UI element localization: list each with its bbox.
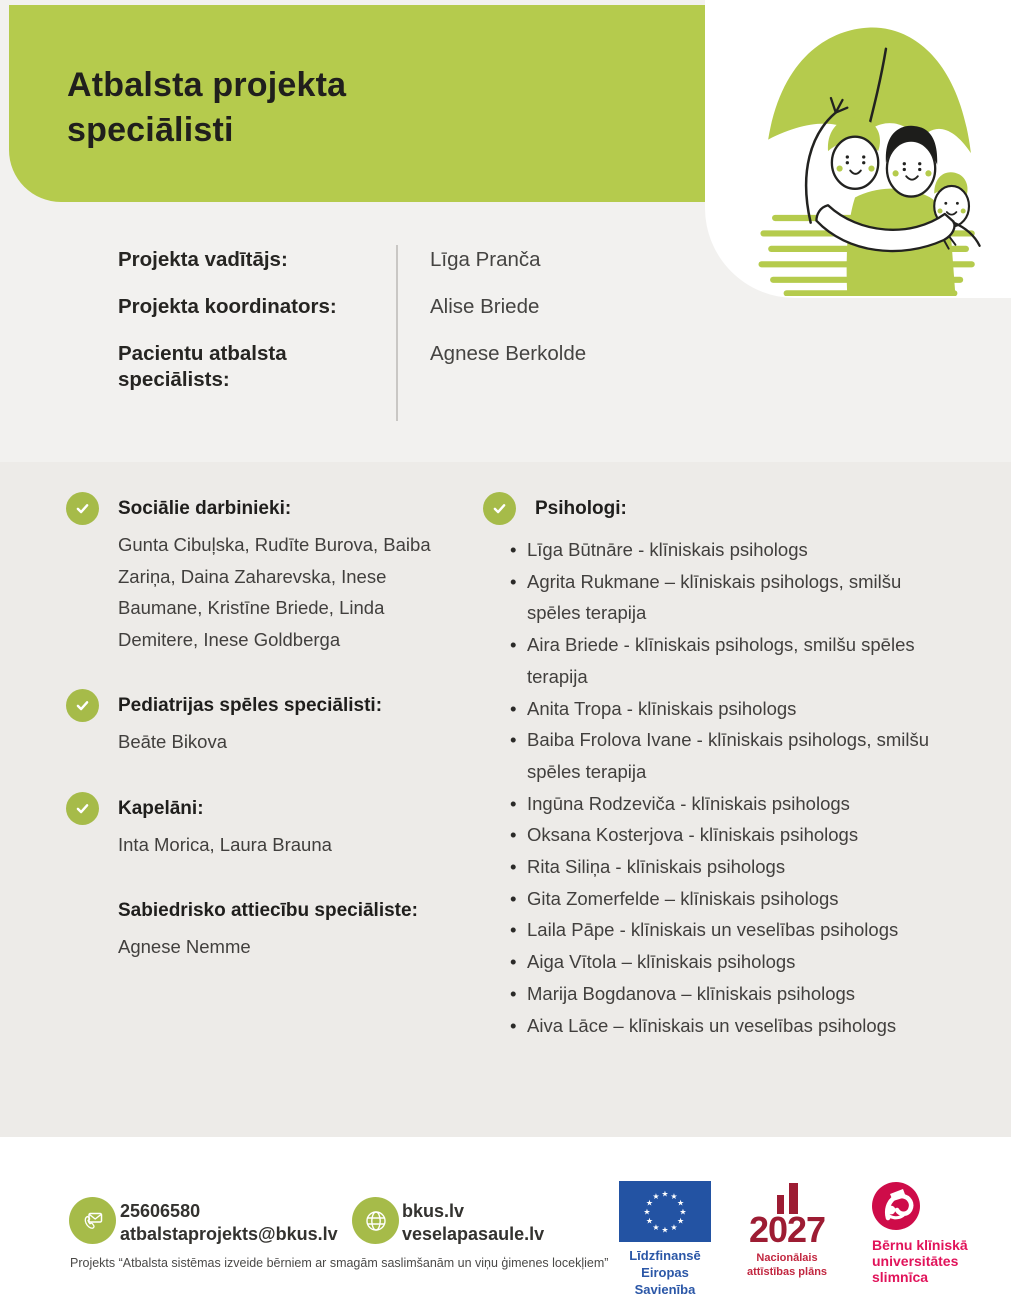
- svg-text:★: ★: [645, 1198, 653, 1208]
- nap-year: 2027: [748, 1209, 826, 1250]
- nap-2027-logo: [742, 1183, 832, 1280]
- svg-text:★: ★: [652, 1191, 660, 1201]
- bullet-icon: •: [510, 887, 517, 909]
- specialists-right-column: [483, 492, 961, 1041]
- bullet-icon: •: [510, 570, 517, 592]
- bullet-icon: •: [510, 729, 517, 751]
- lead-value: Agnese Berkolde: [430, 342, 587, 365]
- mother-child-icon: [872, 1182, 920, 1230]
- block-heading: Psihologi:: [535, 498, 627, 519]
- block-heading: Kapelāni:: [118, 797, 204, 819]
- list-item: • Laila Pāpe - klīniskais un veselības psihologs: [510, 914, 961, 946]
- project-note: Projekts “Atbalsta sistēmas izveide bērniem ar smagām saslimšanām un viņu ģimenes locekļiem”: [70, 1256, 609, 1270]
- list-item: • Aiga Vītola – klīniskais psihologs: [510, 946, 961, 978]
- lead-label: Projekta vadītājs:: [118, 248, 288, 271]
- list-item: • Ingūna Rodzeviča - klīniskais psihologs: [510, 788, 961, 820]
- contact-phone-email: [120, 1200, 338, 1246]
- check-icon: [483, 492, 516, 525]
- eu-cofunding-logo: [618, 1181, 712, 1299]
- website-veselapasaule: veselapasaule.lv: [402, 1224, 545, 1244]
- specialist-block: [66, 792, 471, 861]
- list-item: • Oksana Kosterjova - klīniskais psihologs: [510, 819, 961, 851]
- list-item: • Rita Siliņa - klīniskais psihologs: [510, 851, 961, 883]
- bullet-icon: •: [510, 539, 517, 560]
- specialists-left-column: [66, 492, 471, 963]
- lead-row: [118, 247, 718, 273]
- project-leads-section: [118, 247, 718, 414]
- vertical-divider: [396, 245, 398, 421]
- icon-spacer: [66, 894, 99, 963]
- illustration-panel: [705, 0, 1011, 298]
- svg-text:★: ★: [643, 1207, 651, 1217]
- lead-row: [118, 341, 718, 393]
- bullet-icon: •: [510, 634, 517, 656]
- list-item: • Baiba Frolova Ivane - klīniskais psihologs, smilšu spēles terapija: [510, 724, 961, 787]
- svg-text:★: ★: [677, 1216, 685, 1226]
- check-icon: [66, 492, 99, 525]
- specialist-block: [66, 689, 471, 758]
- svg-text:★: ★: [645, 1216, 653, 1226]
- block-heading: Pediatrijas spēles speciālisti:: [118, 695, 383, 716]
- list-item: • Līga Būtnāre - klīniskais psihologs: [510, 534, 961, 566]
- specialist-block: [66, 492, 471, 655]
- psychologists-header: [483, 492, 961, 525]
- phone-mail-icon: [69, 1197, 116, 1244]
- bullet-icon: •: [510, 697, 517, 719]
- block-text: Gunta Cibuļska, Rudīte Burova, Baiba Zariņa, Daina Zaharevska, Inese Baumane, Kristīne Briede, Linda Demitere, Inese Goldberga: [118, 534, 431, 650]
- top-band: [0, 0, 1011, 462]
- globe-icon: [352, 1197, 399, 1244]
- svg-text:★: ★: [677, 1198, 685, 1208]
- specialist-block: [66, 894, 471, 963]
- eu-flag: [619, 1181, 711, 1242]
- bullet-icon: •: [510, 982, 517, 1004]
- lead-row: [118, 294, 718, 320]
- list-item: • Aira Briede - klīniskais psihologs, smilšu spēles terapija: [510, 629, 961, 692]
- bullet-icon: •: [510, 919, 517, 941]
- list-item: • Marija Bogdanova – klīniskais psihologs: [510, 978, 961, 1010]
- phone-number: 25606580: [120, 1201, 201, 1221]
- bkus-caption: Bērnu klīniskā universitātes slimnīca: [872, 1237, 968, 1286]
- svg-text:★: ★: [661, 1225, 669, 1235]
- list-item: • Anita Tropa - klīniskais psihologs: [510, 693, 961, 725]
- list-item: • Agrita Rukmane – klīniskais psihologs, smilšu spēles terapija: [510, 566, 961, 629]
- block-text: Inta Morica, Laura Brauna: [118, 833, 332, 855]
- email-address: atbalstaprojekts@bkus.lv: [120, 1224, 338, 1244]
- lead-value: Alise Briede: [430, 295, 540, 318]
- svg-text:★: ★: [652, 1223, 660, 1232]
- check-icon: [66, 689, 99, 722]
- psychologists-list: [483, 534, 961, 1041]
- bullet-icon: •: [510, 951, 517, 973]
- bullet-icon: •: [510, 856, 517, 878]
- block-text: Beāte Bikova: [118, 731, 228, 752]
- block-text: Agnese Nemme: [118, 936, 251, 957]
- check-icon: [66, 792, 99, 825]
- header-block: [9, 5, 705, 202]
- svg-text:★: ★: [661, 1189, 669, 1199]
- bullet-icon: •: [510, 824, 517, 846]
- nap-caption: Nacionālais attīstības plāns: [746, 1252, 828, 1278]
- svg-text:★: ★: [679, 1207, 687, 1217]
- eu-caption: Līdzfinansē Eiropas Savienība: [629, 1248, 701, 1297]
- page-title: Atbalsta projekta speciālisti: [67, 66, 347, 149]
- svg-text:★: ★: [670, 1223, 678, 1232]
- block-heading: Sabiedrisko attiecību speciāliste:: [118, 900, 418, 921]
- bullet-icon: •: [510, 1014, 517, 1036]
- list-item: • Gita Zomerfelde – klīniskais psihologs: [510, 883, 961, 915]
- list-item: • Aiva Lāce – klīniskais un veselības psihologs: [510, 1010, 961, 1042]
- bkus-hospital-logo: [872, 1182, 1002, 1286]
- lead-label: Pacientu atbalsta speciālists:: [118, 342, 287, 391]
- svg-text:★: ★: [670, 1191, 678, 1201]
- family-under-umbrella-illustration: [753, 16, 988, 296]
- lead-label: Projekta koordinators:: [118, 295, 337, 318]
- contact-websites: [402, 1200, 544, 1246]
- website-bkus: bkus.lv: [402, 1201, 465, 1221]
- block-heading: Sociālie darbinieki:: [118, 498, 292, 519]
- lead-value: Līga Pranča: [430, 248, 541, 271]
- bullet-icon: •: [510, 792, 517, 814]
